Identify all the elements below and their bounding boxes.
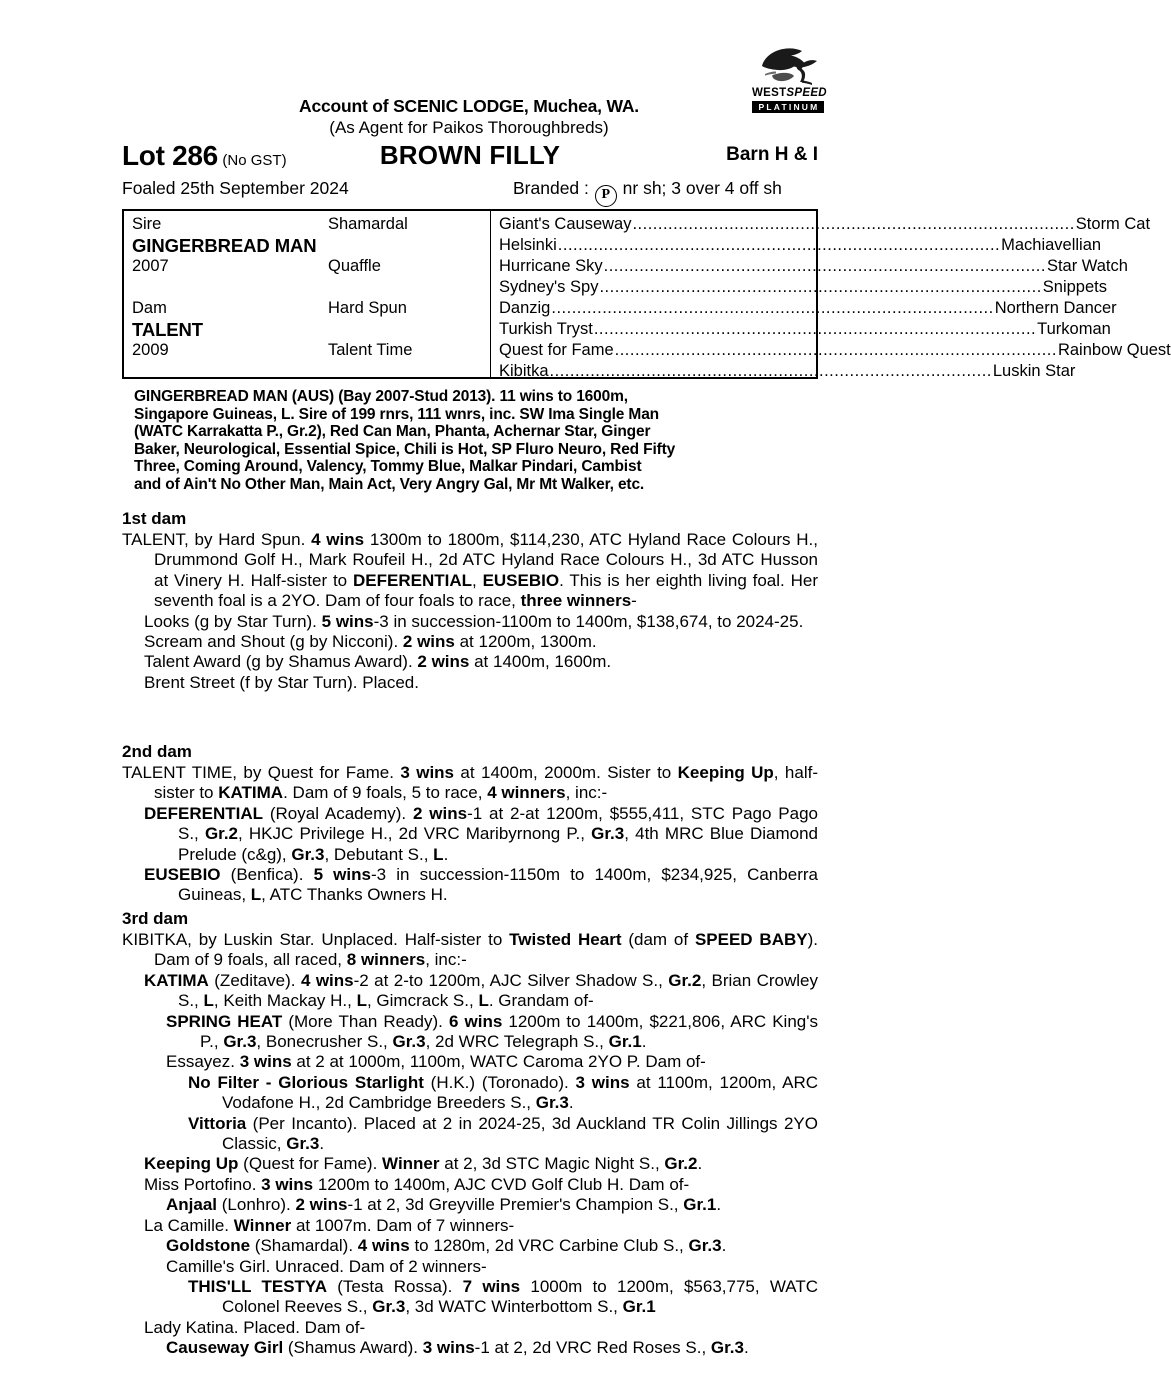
account-title: Account of SCENIC LODGE, Muchea, WA. — [299, 96, 639, 116]
colour-and-sex: BROWN FILLY — [379, 140, 561, 170]
dam-year: 2009 — [132, 341, 169, 359]
sire-summary — [134, 388, 814, 494]
grandparent-row — [499, 256, 1128, 277]
progeny-item: Looks (g by Star Turn). 5 wins-3 in succession-1100m to 1400m, $138,674, to 2024-25. — [144, 611, 804, 631]
branded-suffix: nr sh; 3 over 4 off sh — [622, 178, 782, 198]
grandparent-dam: Snippets — [1042, 278, 1107, 296]
grandparent-row — [499, 319, 1111, 340]
dot-leader: ....................................................................................... — [599, 278, 1042, 296]
gst-note: (No GST) — [222, 152, 287, 169]
grandparent-dam: Northern Dancer — [994, 299, 1117, 317]
logo-platinum-text: PLATINUM — [752, 101, 824, 113]
foaling-date: Foaled 25th September 2024 — [122, 178, 349, 198]
progeny-item: Brent Street (f by Star Turn). Placed. — [144, 672, 419, 692]
lot-number: Lot 286 — [122, 140, 218, 171]
dam-name: TALENT — [132, 319, 203, 340]
pedigree-grandparents-column — [491, 211, 1171, 380]
grandparent-row — [499, 235, 1102, 256]
dot-leader: ....................................................................................... — [593, 320, 1037, 338]
grandparent-dam: Rainbow Quest — [1057, 341, 1171, 359]
progeny-item: SPRING HEAT (More Than Ready). 6 wins 1200m to 1400m, $221,806, ARC King's P., Gr.3, Bonecrusher S., Gr.3, 2d WRC Telegraph S., Gr.1. — [166, 1011, 818, 1052]
grandparent-row — [499, 340, 1171, 361]
sire-summary-line: Singapore Guineas, L. Sire of 199 rnrs, 111 wnrs, inc. SW Ima Single Man — [134, 405, 659, 423]
dot-leader: ....................................................................................... — [603, 257, 1046, 275]
third-dam-main: KIBITKA, by Luskin Star. Unplaced. Half-sister to Twisted Heart (dam of SPEED BABY). Dam of 9 foals, all raced, 8 winners, inc:- — [122, 930, 818, 970]
sire-summary-line: GINGERBREAD MAN (AUS) (Bay 2007-Stud 2013). 11 wins to 1600m, — [134, 388, 628, 405]
grandparent-sire: Giant's Causeway — [499, 215, 632, 233]
progeny-item: Essayez. 3 wins at 2 at 1000m, 1100m, WATC Caroma 2YO P. Dam of- — [166, 1052, 706, 1072]
dam-dam: Talent Time — [328, 341, 413, 359]
third-dam-heading: 3rd dam — [122, 909, 189, 928]
sire-year: 2007 — [132, 257, 169, 275]
dot-leader: ....................................................................................... — [557, 236, 1001, 254]
progeny-item: THIS'LL TESTYA (Testa Rossa). 7 wins 1000m to 1200m, $563,775, WATC Colonel Reeves S., Gr.3, 3d WATC Winterbottom S., Gr.1 — [188, 1276, 818, 1317]
sire-dam: Quaffle — [328, 257, 381, 275]
progeny-item: EUSEBIO (Benfica). 5 wins-3 in succession-1150m to 1400m, $234,925, Canberra Guineas, L, ATC Thanks Owners H. — [144, 865, 818, 905]
sire-summary-line: Baker, Neurological, Essential Spice, Chili is Hot, SP Fluro Neuro, Red Fifty — [134, 440, 676, 458]
grandparent-row — [499, 214, 1151, 235]
branded-prefix: Branded : — [513, 178, 589, 198]
progeny-item: Talent Award (g by Shamus Award). 2 wins at 1400m, 1600m. — [144, 652, 612, 672]
progeny-item: KATIMA (Zeditave). 4 wins-2 at 2-to 1200m, AJC Silver Shadow S., Gr.2, Brian Crowley S., L, Keith Mackay H., L, Gimcrack S., L. Grandam of- — [144, 970, 818, 1011]
grandparent-sire: Helsinki — [499, 236, 557, 254]
grandparent-row — [499, 277, 1107, 298]
grandparent-dam: Storm Cat — [1075, 215, 1151, 233]
sire-label: Sire — [132, 215, 162, 233]
grandparent-sire: Hurricane Sky — [499, 257, 603, 275]
lot-line — [122, 140, 818, 172]
sire-sire: Shamardal — [328, 215, 408, 233]
grandparent-dam: Machiavellian — [1001, 236, 1102, 254]
sire-summary-line: (WATC Karrakatta P., Gr.2), Red Can Man, Phanta, Achernar Star, Ginger — [134, 423, 651, 441]
progeny-item: Miss Portofino. 3 wins 1200m to 1400m, AJC CVD Golf Club H. Dam of- — [144, 1174, 690, 1194]
sire-summary-line: Three, Coming Around, Valency, Tommy Blue, Malkar Pindari, Cambist — [134, 458, 642, 476]
progeny-item: Camille's Girl. Unraced. Dam of 2 winners- — [166, 1256, 487, 1276]
sire-name: GINGERBREAD MAN — [132, 235, 317, 256]
branding-description — [513, 178, 782, 207]
first-dam-heading: 1st dam — [122, 509, 187, 528]
brand-symbol-icon: P — [595, 185, 617, 207]
grandparent-sire: Danzig — [499, 299, 551, 317]
progeny-item: Causeway Girl (Shamus Award). 3 wins-1 at 2, 2d VRC Red Roses S., Gr.3. — [166, 1338, 749, 1358]
dot-leader: ....................................................................................... — [614, 341, 1057, 359]
third-dam-block — [122, 930, 818, 1359]
sire-summary-line: and of Ain't No Other Man, Main Act, Very Angry Gal, Mr Mt Walker, etc. — [134, 475, 645, 493]
grandparent-dam: Luskin Star — [992, 362, 1076, 380]
progeny-item: Anjaal (Lonhro). 2 wins-1 at 2, 3d Greyville Premier's Champion S., Gr.1. — [166, 1195, 722, 1215]
pedigree-table — [122, 209, 1171, 380]
barn-label: Barn H & I — [726, 144, 818, 165]
second-dam-heading: 2nd dam — [122, 742, 192, 761]
dot-leader: ....................................................................................... — [632, 215, 1075, 233]
grandparent-sire: Turkish Tryst — [499, 320, 593, 338]
grandparent-row — [499, 361, 1076, 382]
dam-label: Dam — [132, 299, 167, 317]
third-dam-progeny-list — [122, 971, 818, 1359]
second-dam-main: TALENT TIME, by Quest for Fame. 3 wins at 1400m, 2000m. Sister to Keeping Up, half-sister to KATIMA. Dam of 9 foals, 5 to race, 4 winners, inc:- — [122, 763, 818, 803]
dam-sire: Hard Spun — [328, 299, 407, 317]
progeny-item: Keeping Up (Quest for Fame). Winner at 2, 3d STC Magic Night S., Gr.2. — [144, 1154, 703, 1174]
agent-subtitle: (As Agent for Paikos Thoroughbreds) — [329, 118, 609, 137]
grandparent-sire: Sydney's Spy — [499, 278, 599, 296]
first-dam-block — [122, 530, 818, 693]
second-dam-block — [122, 763, 818, 906]
grandparent-dam: Star Watch — [1046, 257, 1128, 275]
progeny-item: Scream and Shout (g by Nicconi). 2 wins at 1200m, 1300m. — [144, 632, 597, 652]
progeny-item: La Camille. Winner at 1007m. Dam of 7 winners- — [144, 1215, 515, 1235]
grandparent-dam: Turkoman — [1037, 320, 1111, 338]
grandparent-sire: Quest for Fame — [499, 341, 614, 359]
progeny-item: Vittoria (Per Incanto). Placed at 2 in 2024-25, 3d Auckland TR Colin Jillings 2YO Classic, Gr.3. — [188, 1113, 818, 1154]
logo-west-text: WEST — [752, 87, 787, 99]
progeny-item: Goldstone (Shamardal). 4 wins to 1280m, 2d VRC Carbine Club S., Gr.3. — [166, 1236, 727, 1256]
progeny-item: Lady Katina. Placed. Dam of- — [144, 1317, 366, 1337]
grandparent-row — [499, 298, 1117, 319]
grandparent-sire: Kibitka — [499, 362, 549, 380]
first-dam-main: TALENT, by Hard Spun. 4 wins 1300m to 1800m, $114,230, ATC Hyland Race Colours H., Drummond Golf H., Mark Roufeil H., 2d ATC Hyland Race Colours H., 3d ATC Husson at Vinery H. Half-sister to DEFERENTIAL, EUSEBIO. This is her eighth living foal. Her seventh foal is a 2YO. Dam of four foals to race, three winners- — [122, 530, 818, 611]
logo-speed-text: SPEED — [786, 87, 827, 99]
dot-leader: ....................................................................................... — [551, 299, 994, 317]
progeny-item: DEFERENTIAL (Royal Academy). 2 wins-1 at 2-at 1200m, $555,411, STC Pago Pago S., Gr.2, HKJC Privilege H., 2d VRC Maribyrnong P., Gr.3, 4th MRC Blue Diamond Prelude (c&g), Gr.3, Debutant S., L. — [144, 803, 819, 864]
progeny-item: No Filter - Glorious Starlight (H.K.) (Toronado). 3 wins at 1100m, 1200m, ARC Vodafone H., 2d Cambridge Breeders S., Gr.3. — [188, 1072, 818, 1113]
horse-jockey-logo-icon — [752, 44, 824, 86]
dot-leader: ....................................................................................... — [549, 362, 992, 380]
pedigree-parents-column — [124, 211, 490, 377]
